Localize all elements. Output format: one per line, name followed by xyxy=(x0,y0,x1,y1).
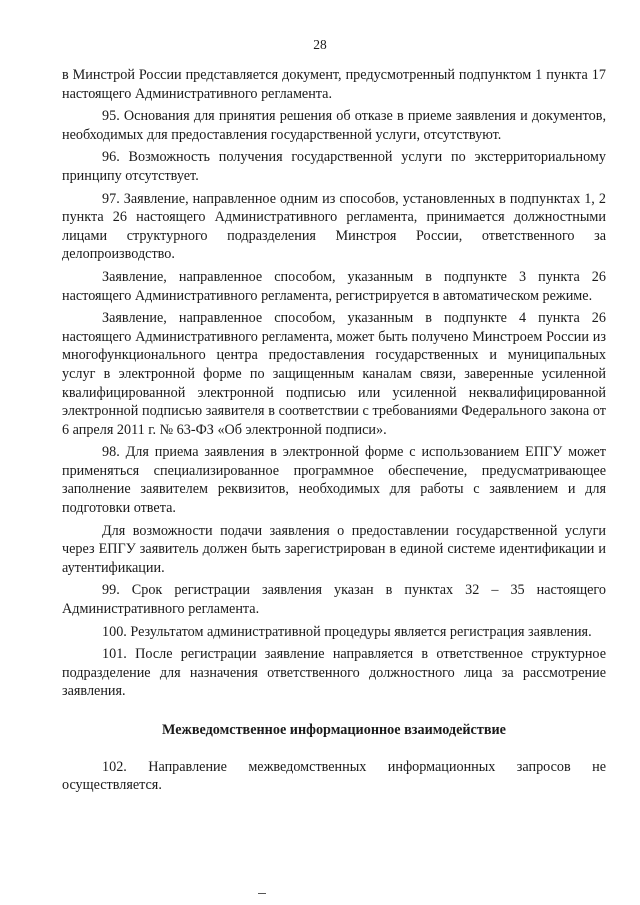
paragraph-97: 97. Заявление, направленное одним из способов, установленных в подпунктах 1, 2 пункта 26 настоящего Административного регламента, принимается должностными лицами структурного подразделения Минстроя России, ответственного за делопроизводство. xyxy=(62,190,606,263)
paragraph-98-epgu: Для возможности подачи заявления о предоставлении государственной услуги через ЕПГУ заявитель должен быть зарегистрирован в единой системе идентификации и аутентификации. xyxy=(62,522,606,576)
section-heading: Межведомственное информационное взаимодействие xyxy=(162,722,506,738)
paragraph-95: 95. Основания для принятия решения об отказе в приеме заявления и документов, необходимых для предоставления государственной услуги, отсутствуют. xyxy=(62,108,606,143)
paragraph-97-mfc: Заявление, направленное способом, указанным в подпункте 4 пункта 26 настоящего Административного регламента, может быть получено Минстроем России из многофункционального центра предоставления государственных и муниципальных услуг в электронной форме по защищенным каналам связи, заверенные усиленной квалифицированной электронной подписью или усиленной неквалифицированной электронной подписью заявителя в соответствии с требованиями Федерального закона от 6 апреля 2011 г. № 63-ФЗ «Об электронной подписи». xyxy=(62,310,606,438)
paragraph-102: 102. Направление межведомственных информационных запросов не осуществляется. xyxy=(62,758,606,794)
paragraph-99: 99. Срок регистрации заявления указан в пунктах 32 – 35 настоящего Административного регламента. xyxy=(62,582,606,618)
document-body xyxy=(62,66,606,799)
paragraph-98: 98. Для приема заявления в электронной форме с использованием ЕПГУ может применяться специализированное программное обеспечение, предусматривающее заполнение заявителем реквизитов, необходимых для работы с заявлением и для подготовки ответа. xyxy=(62,444,606,517)
paragraph-101: 101. После регистрации заявление направляется в ответственное структурное подразделение для назначения ответственного должностного лица за рассмотрение заявления. xyxy=(62,646,606,700)
paragraph-96: 96. Возможность получения государственной услуги по экстерриториальному принципу отсутствует. xyxy=(62,149,606,184)
paragraph-97-auto: Заявление, направленное способом, указанным в подпункте 3 пункта 26 настоящего Административного регламента, регистрируется в автоматическом режиме. xyxy=(62,268,606,304)
paragraph-intro: в Минстрой России представляется документ, предусмотренный подпунктом 1 пункта 17 настоящего Административного регламента. xyxy=(62,67,606,102)
page-number: 28 xyxy=(313,37,327,52)
paragraph-100: 100. Результатом административной процедуры является регистрация заявления. xyxy=(102,623,592,640)
scan-artifact xyxy=(258,893,266,897)
